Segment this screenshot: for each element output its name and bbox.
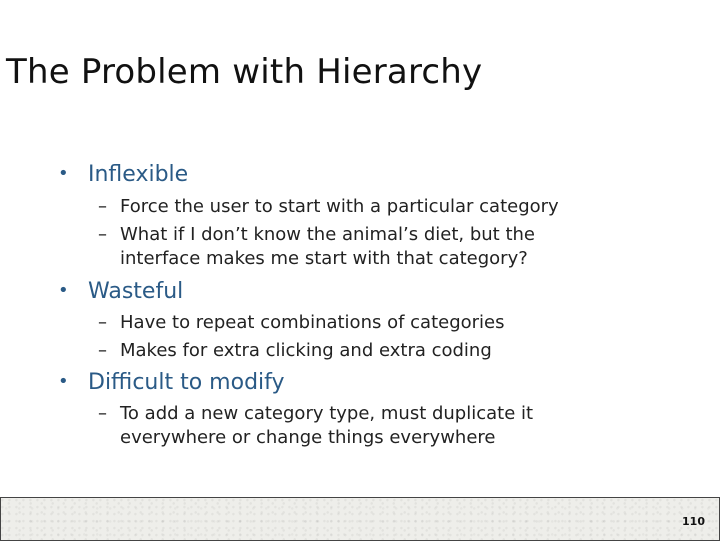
bullet-label: Difficult to modify (88, 370, 285, 395)
sub-bullet-text: Force the user to start with a particular category (120, 196, 559, 217)
sub-bullet (98, 402, 533, 450)
footer-bar (0, 497, 720, 541)
dash-icon: – (98, 403, 107, 424)
sub-bullet-text: Have to repeat combinations of categories (120, 312, 505, 333)
bullet-icon: • (58, 280, 69, 301)
sub-bullet (98, 223, 535, 271)
dash-icon: – (98, 312, 107, 333)
sub-bullet-continuation: interface makes me start with that category? (120, 248, 528, 269)
bullet-label: Wasteful (88, 279, 184, 304)
sub-bullet-continuation: everywhere or change things everywhere (120, 427, 496, 448)
bullet-label: Inflexible (88, 162, 189, 187)
dash-icon: – (98, 340, 107, 361)
sub-bullet-text: What if I don’t know the animal’s diet, but the (120, 224, 535, 245)
sub-bullet (98, 195, 559, 219)
sub-bullet (98, 311, 505, 335)
bullet-inflexible (58, 161, 188, 188)
dash-icon: – (98, 196, 107, 217)
sub-bullet-text: Makes for extra clicking and extra coding (120, 340, 492, 361)
bullet-wasteful (58, 278, 183, 305)
bullet-icon: • (58, 163, 69, 184)
dash-icon: – (98, 224, 107, 245)
slide-title: The Problem with Hierarchy (6, 52, 483, 92)
bullet-icon: • (58, 371, 69, 392)
sub-bullet-text: To add a new category type, must duplicate it (120, 403, 534, 424)
page-number: 110 (682, 515, 705, 528)
bullet-difficult-to-modify (58, 369, 285, 396)
sub-bullet (98, 339, 492, 363)
